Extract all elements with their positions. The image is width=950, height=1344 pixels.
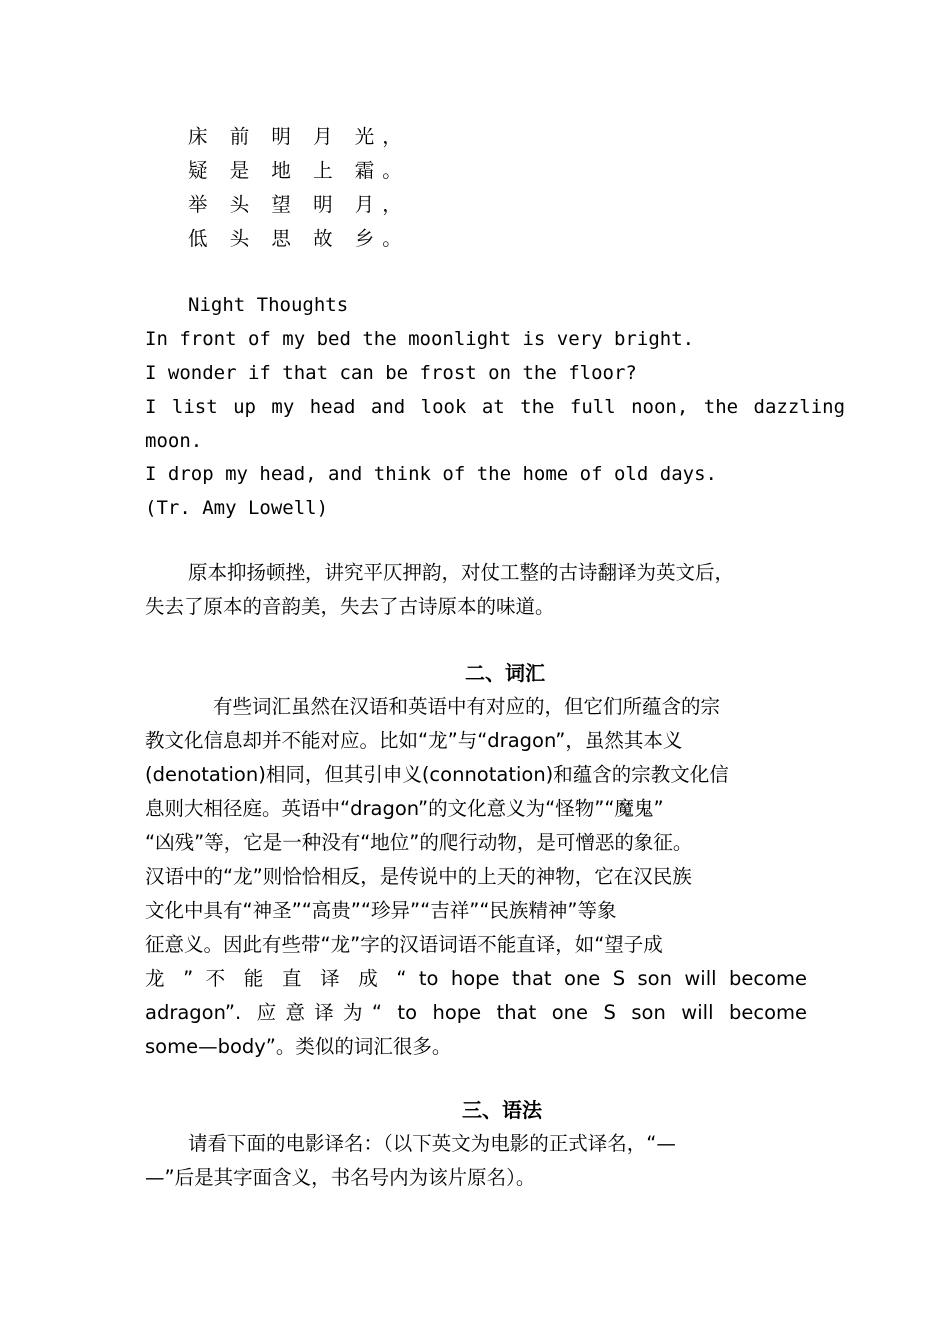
poem-line: 低 头 思 故 乡。: [188, 227, 410, 250]
translation-line: I wonder if that can be frost on the floor?: [145, 362, 637, 384]
translation-line: I drop my head, and think of the home of old days.: [145, 463, 717, 485]
paragraph-line: some—body”。类似的词汇很多。: [145, 1035, 452, 1058]
translator-credit: (Tr. Amy Lowell): [145, 497, 329, 519]
paragraph-line: —”后是其字面含义，书名号内为该片原名）。: [145, 1166, 536, 1189]
poem-line: 举 头 望 明 月，: [188, 193, 410, 216]
translation-line: I list up my head and look at the full noon, the dazzling: [145, 396, 846, 418]
poem-line: 疑 是 地 上 霜。: [188, 159, 410, 182]
section-heading: 三、语法: [462, 1098, 542, 1122]
paragraph-line: (denotation)相同，但其引申义(connotation)和蕴含的宗教文化信: [145, 763, 729, 786]
translation-title: Night Thoughts: [188, 294, 349, 316]
paragraph-line: 有些词汇虽然在汉语和英语中有对应的，但它们所蕴含的宗: [213, 695, 721, 718]
paragraph-line: 龙 ” 不 能 直 译 成 “ to hope that one S son will become: [145, 967, 807, 990]
paragraph-line: 征意义。因此有些带“龙”字的汉语词语不能直译，如“望子成: [145, 933, 663, 956]
paragraph-line: adragon”. 应意译为“ to hope that one S son will become: [145, 1001, 807, 1024]
paragraph-line: “凶残”等，它是一种没有“地位”的爬行动物，是可憎恶的象征。: [145, 831, 693, 854]
paragraph-line: 息则大相径庭。英语中“dragon”的文化意义为“怪物”“魔鬼”: [145, 797, 664, 820]
poem-line: 床 前 明 月 光，: [188, 125, 410, 148]
section-heading: 二、词汇: [465, 661, 545, 685]
paragraph-line: 请看下面的电影译名：（以下英文为电影的正式译名，“—: [188, 1132, 676, 1155]
paragraph-line: 文化中具有“神圣”“高贵”“珍异”“吉祥”“民族精神”等象: [145, 899, 617, 922]
paragraph-line: 原本抑扬顿挫，讲究平仄押韵，对仗工整的古诗翻译为英文后，: [188, 561, 735, 584]
paragraph-line: 失去了原本的音韵美，失去了古诗原本的味道。: [145, 595, 555, 618]
paragraph-line: 汉语中的“龙”则恰恰相反，是传说中的上天的神物，它在汉民族: [145, 865, 692, 888]
translation-line: moon.: [145, 430, 203, 452]
translation-line: In front of my bed the moonlight is very bright.: [145, 328, 695, 350]
paragraph-line: 教文化信息却并不能对应。比如“龙”与“dragon”，虽然其本义: [145, 729, 683, 752]
